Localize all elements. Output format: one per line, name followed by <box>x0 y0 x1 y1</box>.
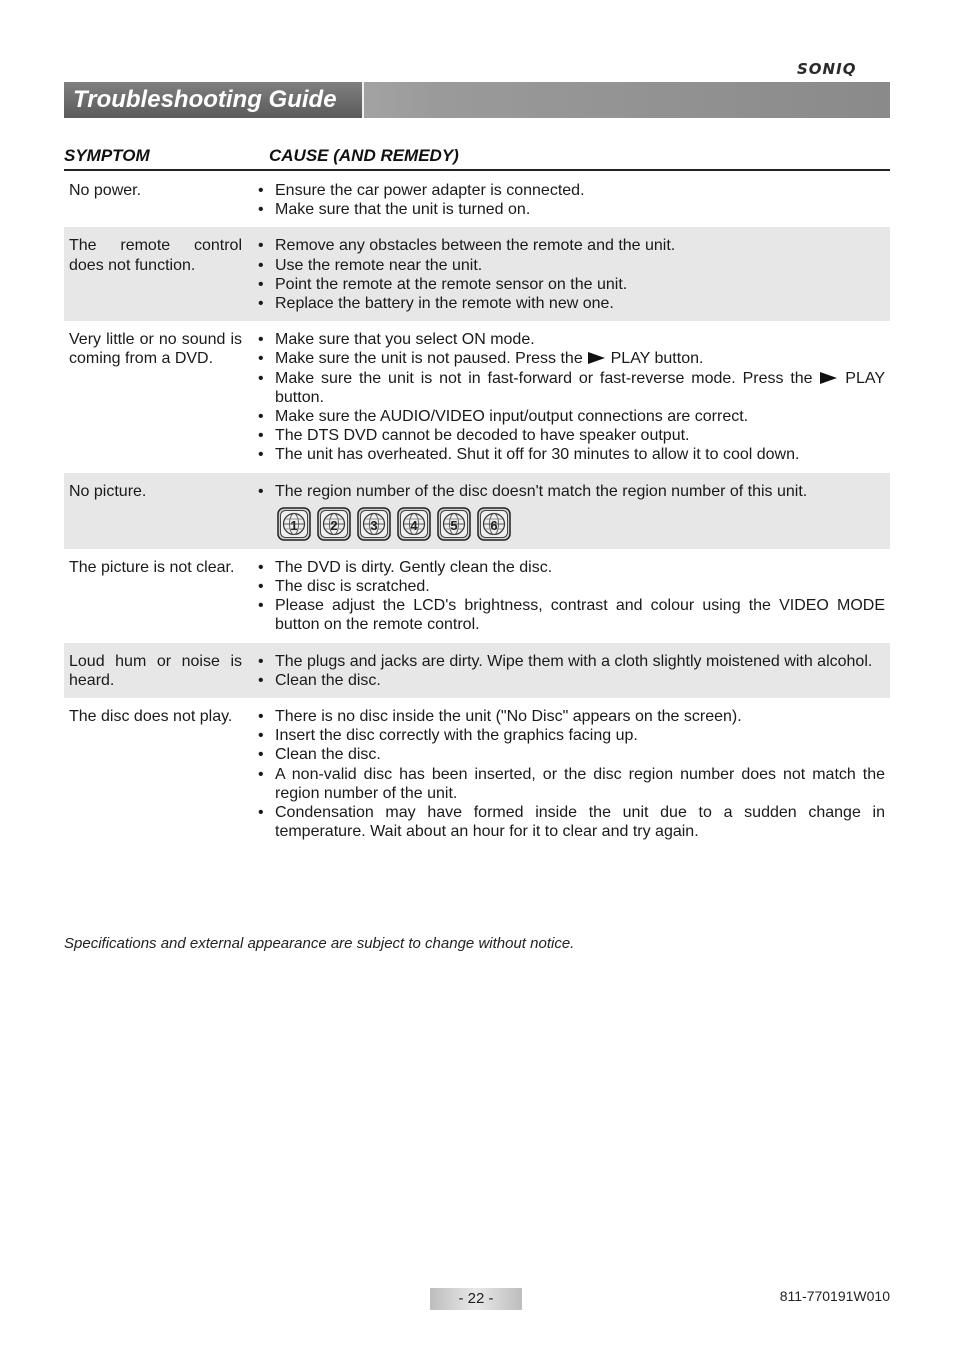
cause-item: • Use the remote near the unit. <box>254 256 885 275</box>
cause-cell <box>254 330 885 464</box>
column-headers <box>64 145 890 171</box>
cause-cell <box>254 482 885 541</box>
table-row <box>64 321 890 472</box>
cause-item: • Please adjust the LCD's brightness, contrast and colour using the VIDEO MODE button on the remote control. <box>254 596 885 634</box>
cause-cell <box>254 558 885 635</box>
region-number: 6 <box>490 517 498 533</box>
cause-list <box>254 181 885 219</box>
troubleshooting-table <box>64 172 890 849</box>
title-bar <box>64 82 890 118</box>
cause-cell <box>254 707 885 841</box>
symptom-text: The disc does not play. <box>69 708 233 726</box>
cause-item: • Clean the disc. <box>254 745 885 764</box>
cause-item: • Remove any obstacles between the remote and the unit. <box>254 236 885 255</box>
cause-item: • The DTS DVD cannot be decoded to have speaker output. <box>254 426 885 445</box>
table-row <box>64 227 890 321</box>
cause-cell <box>254 181 885 219</box>
brand-logo: SONIQ <box>797 60 857 78</box>
region-globe-icon <box>357 507 391 541</box>
region-number: 5 <box>450 517 458 533</box>
cause-item: • The plugs and jacks are dirty. Wipe them with a cloth slightly moistened with alcohol. <box>254 652 885 671</box>
region-number: 2 <box>330 517 338 533</box>
cause-item: • The unit has overheated. Shut it off for 30 minutes to allow it to cool down. <box>254 445 885 464</box>
region-globe-icon <box>477 507 511 541</box>
region-globe-icon <box>437 507 471 541</box>
cause-item <box>254 349 885 368</box>
region-number: 1 <box>290 517 298 533</box>
symptom-text: The picture is not clear. <box>69 558 235 576</box>
table-row <box>64 549 890 643</box>
symptom-text: No picture. <box>69 482 147 500</box>
cause-cell <box>254 652 885 690</box>
region-globe-icon <box>317 507 351 541</box>
cause-text: Make sure the unit is not paused. Press the <box>275 350 588 368</box>
symptom-text: The remote control does not function. <box>69 237 242 274</box>
symptom-text: Very little or no sound is coming from a DVD. <box>69 331 242 368</box>
table-row <box>64 698 890 849</box>
cause-item: • Clean the disc. <box>254 671 885 690</box>
region-globe-icon <box>397 507 431 541</box>
cause-item: • The disc is scratched. <box>254 577 885 596</box>
cause-text: Make sure the unit is not in fast-forward or fast-reverse mode. Press the <box>275 369 820 387</box>
cause-list <box>254 482 885 501</box>
play-icon <box>588 352 605 364</box>
table-row <box>64 172 890 227</box>
table-row <box>64 643 890 698</box>
region-number: 3 <box>370 517 378 533</box>
cause-header: CAUSE (AND REMEDY) <box>269 146 459 165</box>
disclaimer: Specifications and external appearance are subject to change without notice. <box>64 935 575 952</box>
region-icons <box>254 501 885 541</box>
cause-list <box>254 330 885 464</box>
symptom-header: SYMPTOM <box>64 146 150 165</box>
cause-item: • Replace the battery in the remote with new one. <box>254 294 885 313</box>
cause-item: • Point the remote at the remote sensor on the unit. <box>254 275 885 294</box>
cause-item <box>254 369 885 407</box>
cause-item: • Make sure that the unit is turned on. <box>254 200 885 219</box>
cause-list <box>254 558 885 635</box>
play-icon <box>820 372 837 384</box>
cause-list <box>254 652 885 690</box>
cause-item: • Insert the disc correctly with the graphics facing up. <box>254 726 885 745</box>
page-number: - 22 - <box>430 1288 522 1310</box>
cause-item: • There is no disc inside the unit ("No Disc" appears on the screen). <box>254 707 885 726</box>
cause-cell <box>254 236 885 313</box>
title-tab <box>64 82 364 118</box>
region-number: 4 <box>410 517 418 533</box>
cause-list <box>254 236 885 313</box>
cause-item: • Condensation may have formed inside the unit due to a sudden change in temperature. Wait about an hour for it to clear and try again. <box>254 803 885 841</box>
cause-item: • Ensure the car power adapter is connected. <box>254 181 885 200</box>
region-globe-icon <box>277 507 311 541</box>
cause-text: PLAY button. <box>606 350 704 368</box>
cause-item: • The DVD is dirty. Gently clean the disc. <box>254 558 885 577</box>
cause-item: • The region number of the disc doesn't match the region number of this unit. <box>254 482 885 501</box>
cause-item: • Make sure that you select ON mode. <box>254 330 885 349</box>
page-title: Troubleshooting Guide <box>73 86 337 113</box>
cause-item: • Make sure the AUDIO/VIDEO input/output connections are correct. <box>254 407 885 426</box>
symptom-text: Loud hum or noise is heard. <box>69 652 242 689</box>
cause-list <box>254 707 885 841</box>
cause-item: • A non-valid disc has been inserted, or the disc region number does not match the region number of the unit. <box>254 765 885 803</box>
cause-text: PLAY button. <box>275 369 886 406</box>
document-code: 811-770191W010 <box>779 1288 890 1304</box>
table-row <box>64 473 890 549</box>
symptom-text: No power. <box>69 182 142 199</box>
